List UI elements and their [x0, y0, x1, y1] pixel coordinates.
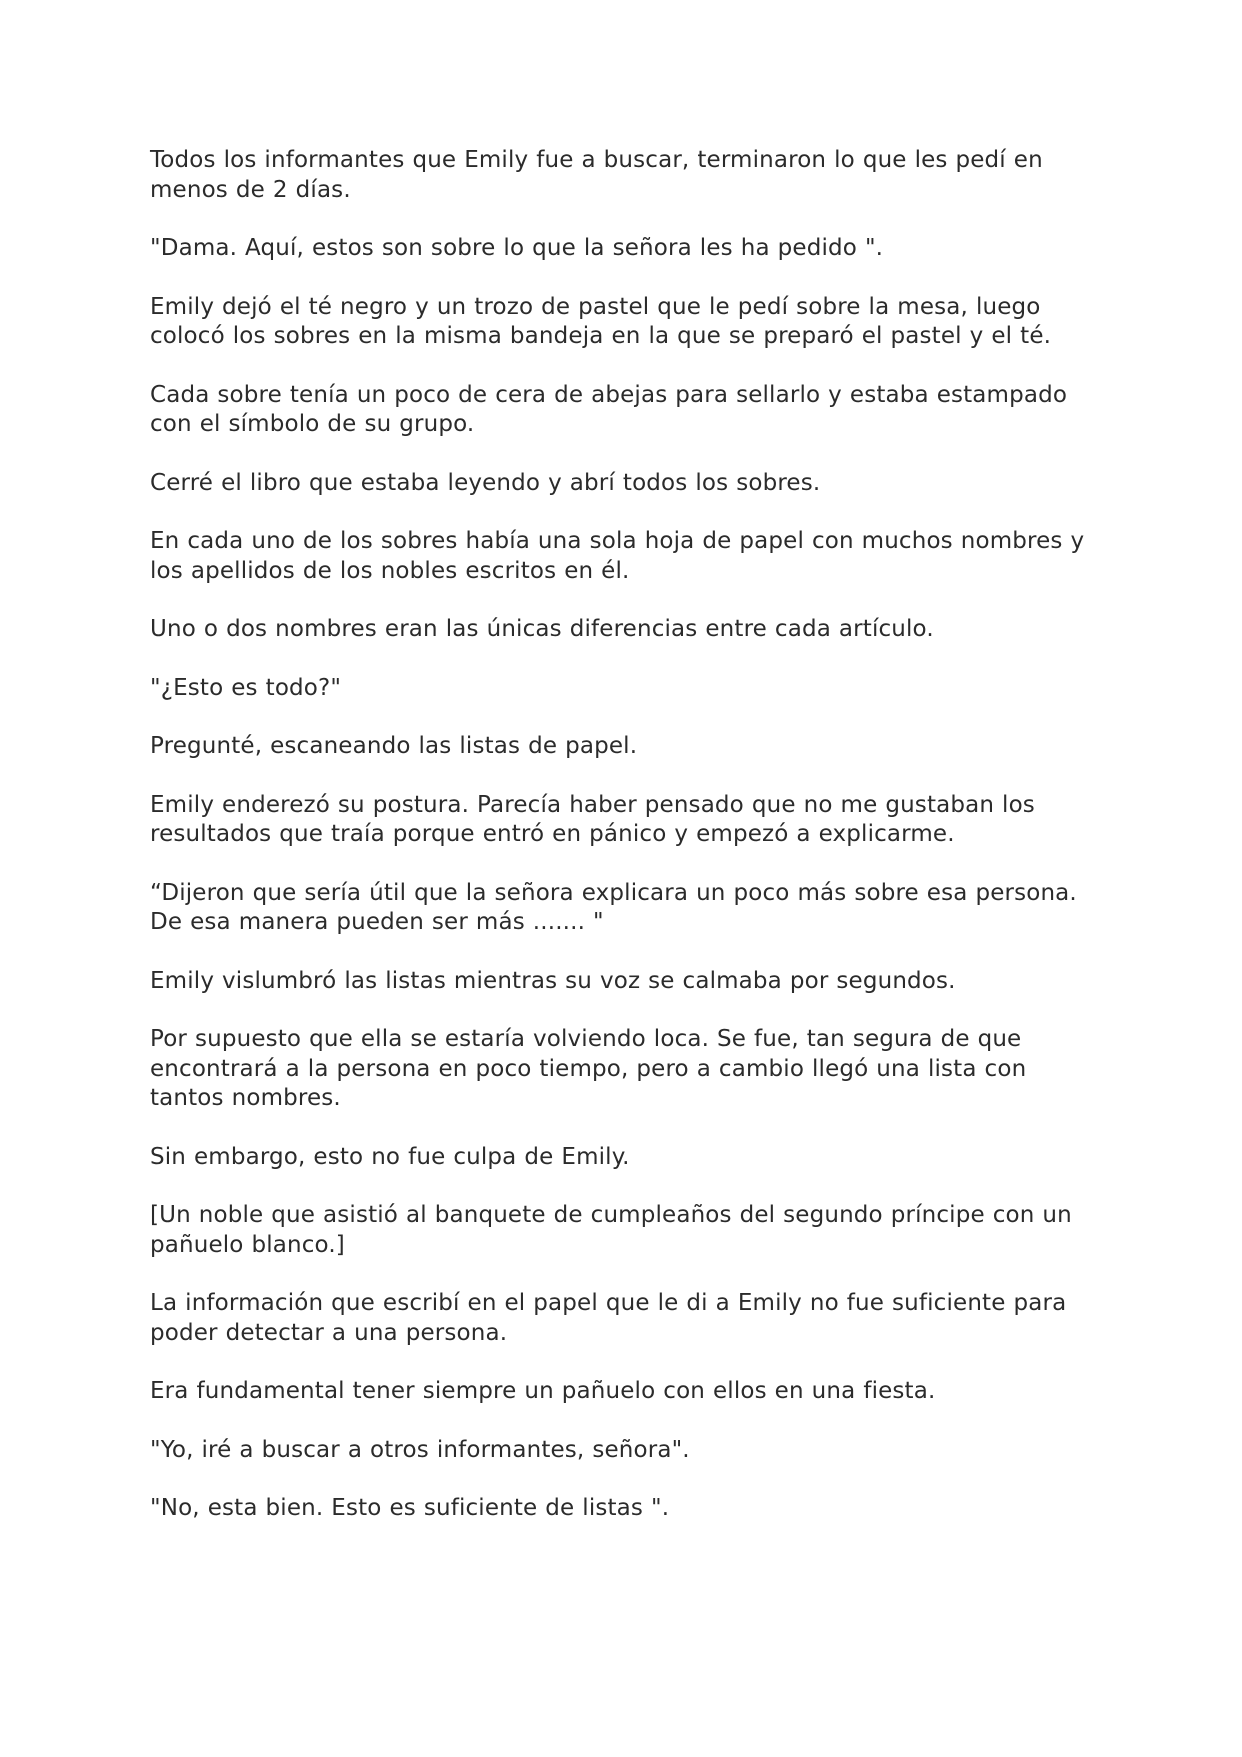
paragraph-2: "Dama. Aquí, estos son sobre lo que la señora les ha pedido ". [150, 235, 884, 261]
paragraph-15: [Un noble que asistió al banquete de cumpleaños del segundo príncipe con un pañuelo blanco.] [150, 1202, 1072, 1258]
paragraph-4: Cada sobre tenía un poco de cera de abejas para sellarlo y estaba estampado con el símbolo de su grupo. [150, 381, 1068, 437]
document-body [150, 146, 1100, 1553]
paragraph-3: Emily dejó el té negro y un trozo de pastel que le pedí sobre la mesa, luego colocó los sobres en la misma bandeja en la que se preparó el pastel y el té. [150, 293, 1052, 349]
paragraph-17: Era fundamental tener siempre un pañuelo con ellos en una fiesta. [150, 1378, 936, 1404]
paragraph-9: Pregunté, escaneando las listas de papel. [150, 733, 638, 759]
paragraph-7: Uno o dos nombres eran las únicas diferencias entre cada artículo. [150, 616, 934, 642]
paragraph-16: La información que escribí en el papel que le di a Emily no fue suficiente para poder detectar a una persona. [150, 1290, 1067, 1346]
paragraph-10: Emily enderezó su postura. Parecía haber pensado que no me gustaban los resultados que traía porque entró en pánico y empezó a explicarme. [150, 791, 1035, 847]
paragraph-19: "No, esta bien. Esto es suficiente de listas ". [150, 1495, 670, 1521]
paragraph-5: Cerré el libro que estaba leyendo y abrí todos los sobres. [150, 469, 821, 496]
paragraph-11: “Dijeron que sería útil que la señora explicara un poco más sobre esa persona. De esa manera pueden ser más ....... " [150, 879, 1077, 935]
paragraph-13: Por supuesto que ella se estaría volviendo loca. Se fue, tan segura de que encontrará a la persona en poco tiempo, pero a cambio llegó una lista con tantos nombres. [150, 1026, 1027, 1111]
paragraph-1: Todos los informantes que Emily fue a buscar, terminaron lo que les pedí en menos de 2 días. [150, 147, 1043, 203]
paragraph-12: Emily vislumbró las listas mientras su voz se calmaba por segundos. [150, 967, 956, 994]
paragraph-18: "Yo, iré a buscar a otros informantes, señora". [150, 1436, 690, 1463]
paragraph-8: "¿Esto es todo?" [150, 674, 342, 701]
paragraph-6: En cada uno de los sobres había una sola hoja de papel con muchos nombres y los apellidos de los nobles escritos en él. [150, 528, 1085, 584]
paragraph-14: Sin embargo, esto no fue culpa de Emily. [150, 1143, 630, 1170]
